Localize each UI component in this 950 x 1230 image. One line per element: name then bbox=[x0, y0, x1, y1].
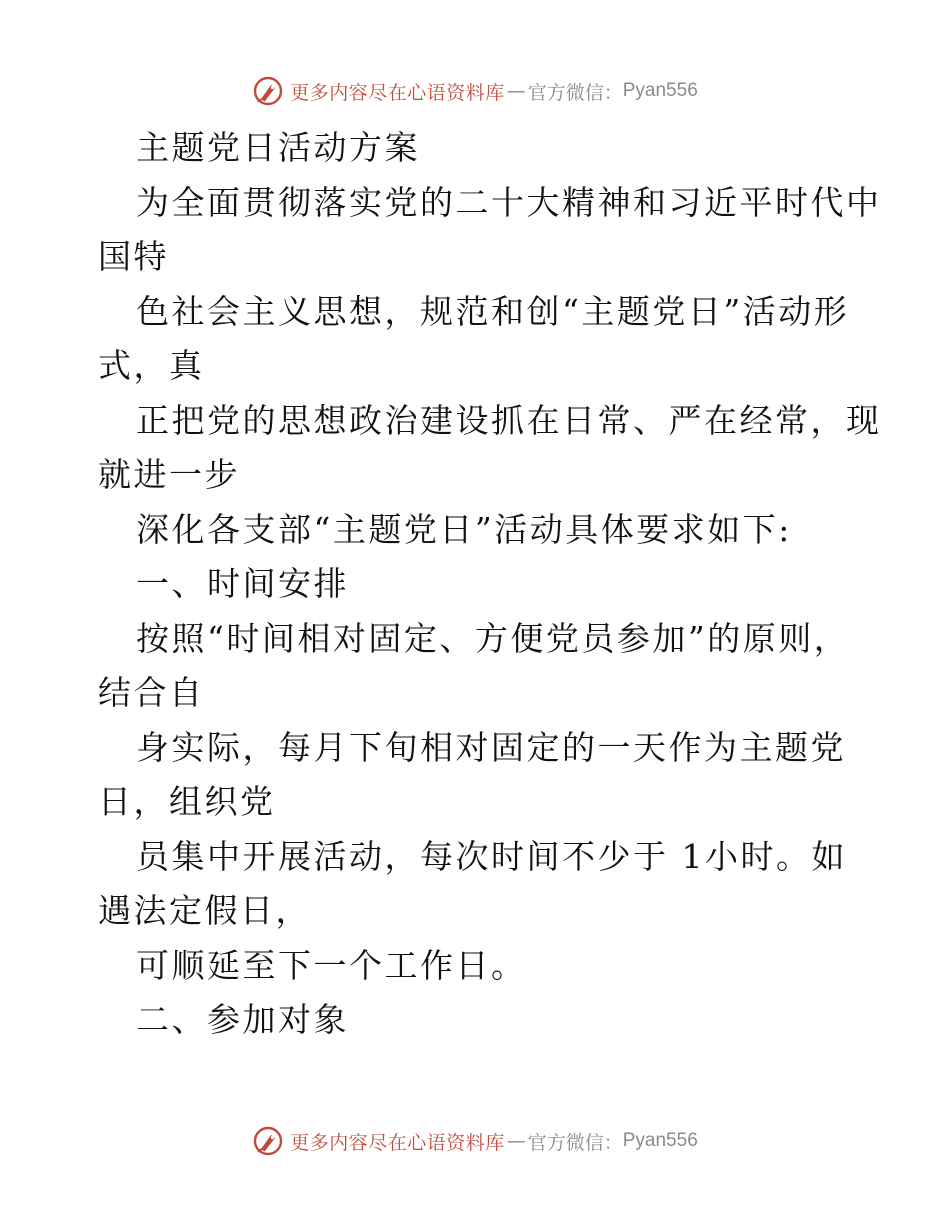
paragraph-line: 遇法定假日， bbox=[98, 891, 311, 930]
watermark-wechat-label: 官方微信： bbox=[527, 81, 623, 104]
footer-watermark bbox=[0, 1121, 950, 1161]
document-title: 主题党日活动方案 bbox=[136, 128, 420, 167]
section-heading: 一、时间安排 bbox=[136, 564, 349, 603]
paragraph-line: 按照“时间相对固定、方便党员参加”的原则， bbox=[136, 618, 850, 658]
pen-nib-logo-icon bbox=[252, 1125, 284, 1157]
watermark-wechat-label: 官方微信： bbox=[527, 1131, 623, 1154]
paragraph-line: 就进一步 bbox=[98, 455, 240, 494]
paragraph-line: 员集中开展活动，每次时间不少于 1小时。如 bbox=[136, 836, 847, 876]
document-body bbox=[98, 121, 882, 1048]
pen-nib-logo-icon bbox=[252, 75, 284, 107]
paragraph-line: 色社会主义思想，规范和创“主题党日”活动形 bbox=[136, 291, 850, 331]
paragraph-line: 身实际，每月下旬相对固定的一天作为主题党 bbox=[136, 727, 846, 767]
paragraph-line: 日，组织党 bbox=[98, 782, 276, 821]
paragraph-line: 国特 bbox=[98, 237, 169, 276]
watermark-site-text: 更多内容尽在心语资料库 bbox=[290, 1131, 505, 1154]
paragraph-line: 结合自 bbox=[98, 673, 205, 712]
header-watermark bbox=[0, 71, 950, 111]
paragraph-line: 正把党的思想政治建设抓在日常、严在经常，现 bbox=[136, 400, 882, 440]
section-heading: 二、参加对象 bbox=[136, 1000, 349, 1039]
watermark-site-text: 更多内容尽在心语资料库 bbox=[290, 81, 505, 104]
paragraph-line: 深化各支部“主题党日”活动具体要求如下: bbox=[136, 509, 792, 549]
watermark-dash: — bbox=[506, 80, 526, 102]
watermark-wechat-id: Pyan556 bbox=[622, 1130, 698, 1151]
paragraph-line: 式，真 bbox=[98, 346, 205, 385]
watermark-dash: — bbox=[506, 1130, 526, 1152]
paragraph-line: 可顺延至下一个工作日。 bbox=[136, 945, 527, 985]
paragraph-line: 为全面贯彻落实党的二十大精神和习近平时代中 bbox=[136, 182, 882, 222]
watermark-wechat-id: Pyan556 bbox=[622, 80, 698, 101]
